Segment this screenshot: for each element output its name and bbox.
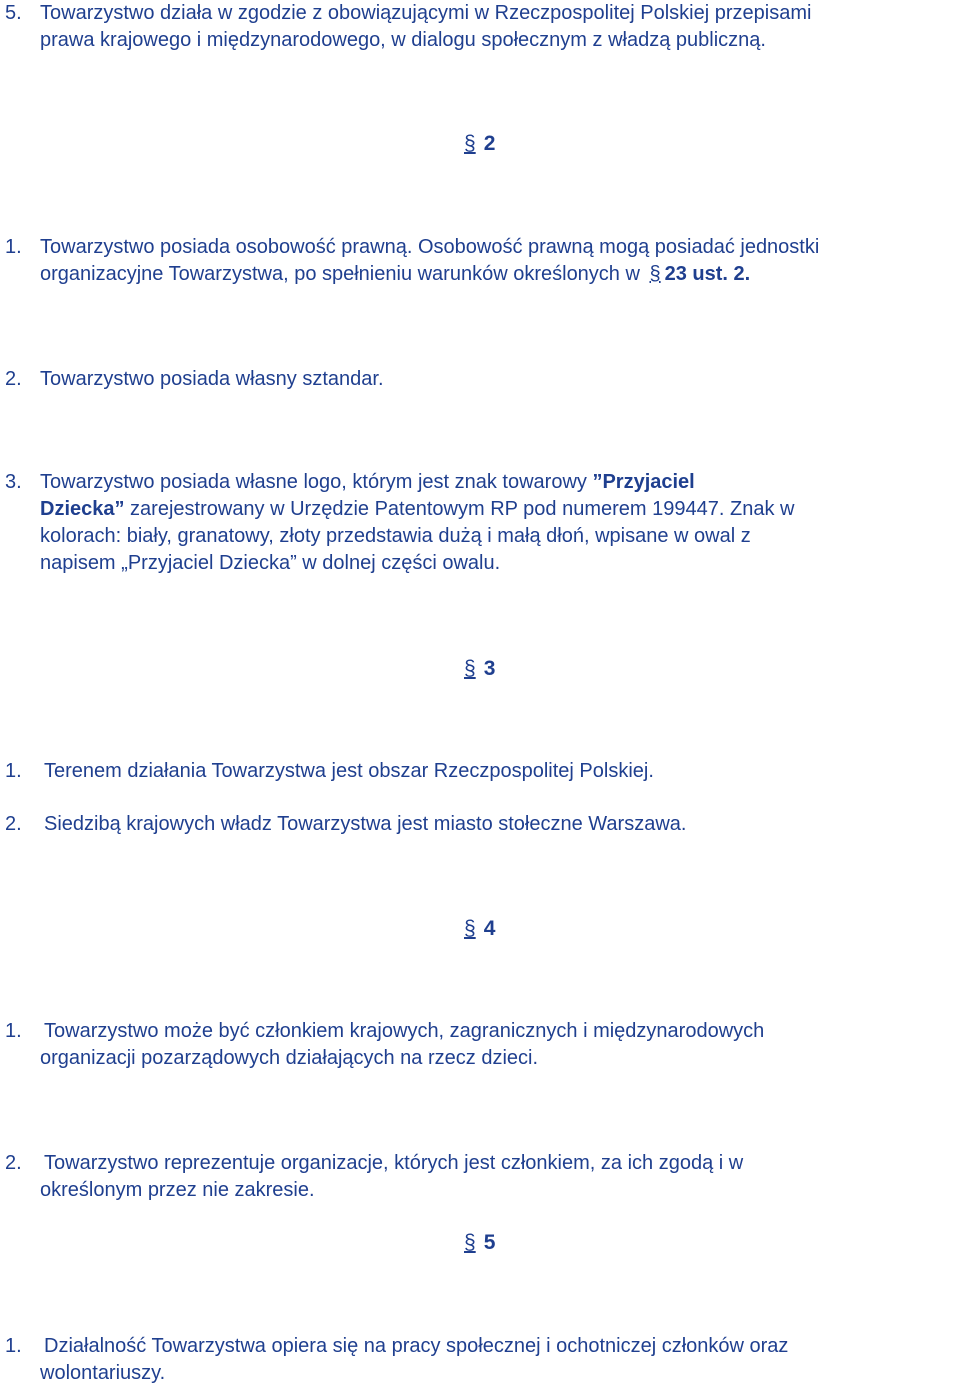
item-text: zarejestrowany w Urzędzie Patentowym RP pod numerem 199447. Znak w [124, 498, 795, 520]
section-sign-icon: § [649, 263, 661, 285]
item-number: 2. [5, 368, 22, 390]
section-heading-4 [464, 915, 495, 942]
trademark-name: Dziecka [40, 498, 115, 520]
item-text-line: Towarzystwo działa w zgodzie z obowiązującymi w Rzeczpospolitej Polskiej przepisami [40, 2, 812, 24]
item-number: 1. [5, 236, 22, 258]
item-text: Terenem działania Towarzystwa jest obszar Rzeczpospolitej Polskiej. [44, 760, 654, 782]
item-text: Siedzibą krajowych władz Towarzystwa jest miasto stołeczne Warszawa. [44, 813, 687, 835]
item-text-line: Towarzystwo posiada osobowość prawną. Osobowość prawną mogą posiadać jednostki [40, 236, 820, 258]
section-5-item-1 [5, 1333, 935, 1387]
item-number: 3. [5, 471, 22, 493]
quote-mark: ” [114, 498, 125, 520]
section-4-item-1 [5, 1018, 935, 1072]
item-text: Towarzystwo posiada własny sztandar. [40, 368, 384, 390]
item-number: 5. [5, 2, 22, 24]
item-text-line: prawa krajowego i międzynarodowego, w dialogu społecznym z władzą publiczną. [40, 29, 766, 51]
section-heading-2 [464, 130, 495, 157]
section-number: 3 [483, 657, 496, 680]
item-text-line: Działalność Towarzystwa opiera się na pracy społecznej i ochotniczej członków oraz [44, 1335, 789, 1357]
item-text-line: wolontariuszy. [40, 1362, 166, 1384]
section-sign-icon: § [464, 132, 476, 155]
paragraph-5 [5, 0, 935, 54]
section-heading-3 [464, 655, 495, 682]
item-text-line: napisem „Przyjaciel Dziecka” w dolnej części owalu. [40, 552, 501, 574]
item-text-line [40, 469, 935, 496]
item-number: 1. [5, 760, 22, 782]
section-2-item-2 [5, 366, 935, 393]
section-sign-icon: § [464, 657, 476, 680]
item-text: organizacyjne Towarzystwa, po spełnieniu warunków określonych w [40, 263, 640, 285]
item-text-line [5, 261, 935, 288]
item-text-line: Towarzystwo może być członkiem krajowych, zagranicznych i międzynarodowych [44, 1020, 765, 1042]
item-text-line: organizacji pozarządowych działających na rzecz dzieci. [40, 1047, 539, 1069]
item-text-line: Towarzystwo reprezentuje organizacje, których jest członkiem, za ich zgodą i w [44, 1152, 744, 1174]
trademark-name: Przyjaciel [602, 471, 695, 493]
item-number: 1. [5, 1335, 22, 1357]
section-3-item-2 [5, 811, 935, 838]
section-number: 4 [483, 917, 496, 940]
item-text-line: określonym przez nie zakresie. [40, 1179, 315, 1201]
section-4-item-2 [5, 1150, 935, 1204]
section-3-item-1 [5, 758, 935, 785]
section-sign-icon: § [464, 917, 476, 940]
section-number: 2 [483, 132, 496, 155]
section-number: 5 [483, 1231, 496, 1254]
item-text-line [5, 496, 935, 523]
quote-mark: ” [592, 471, 603, 493]
item-text: Towarzystwo posiada własne logo, którym jest znak towarowy [40, 471, 593, 493]
section-2-item-1 [5, 234, 935, 288]
item-number: 2. [5, 1152, 22, 1174]
section-reference: 23 ust. 2. [664, 263, 751, 285]
item-number: 2. [5, 813, 22, 835]
section-heading-5 [464, 1229, 495, 1256]
item-text-line: kolorach: biały, granatowy, złoty przedstawia dużą i małą dłoń, wpisane w owal z [40, 525, 751, 547]
section-sign-icon: § [464, 1231, 476, 1254]
section-2-item-3 [5, 469, 935, 577]
item-number: 1. [5, 1020, 22, 1042]
